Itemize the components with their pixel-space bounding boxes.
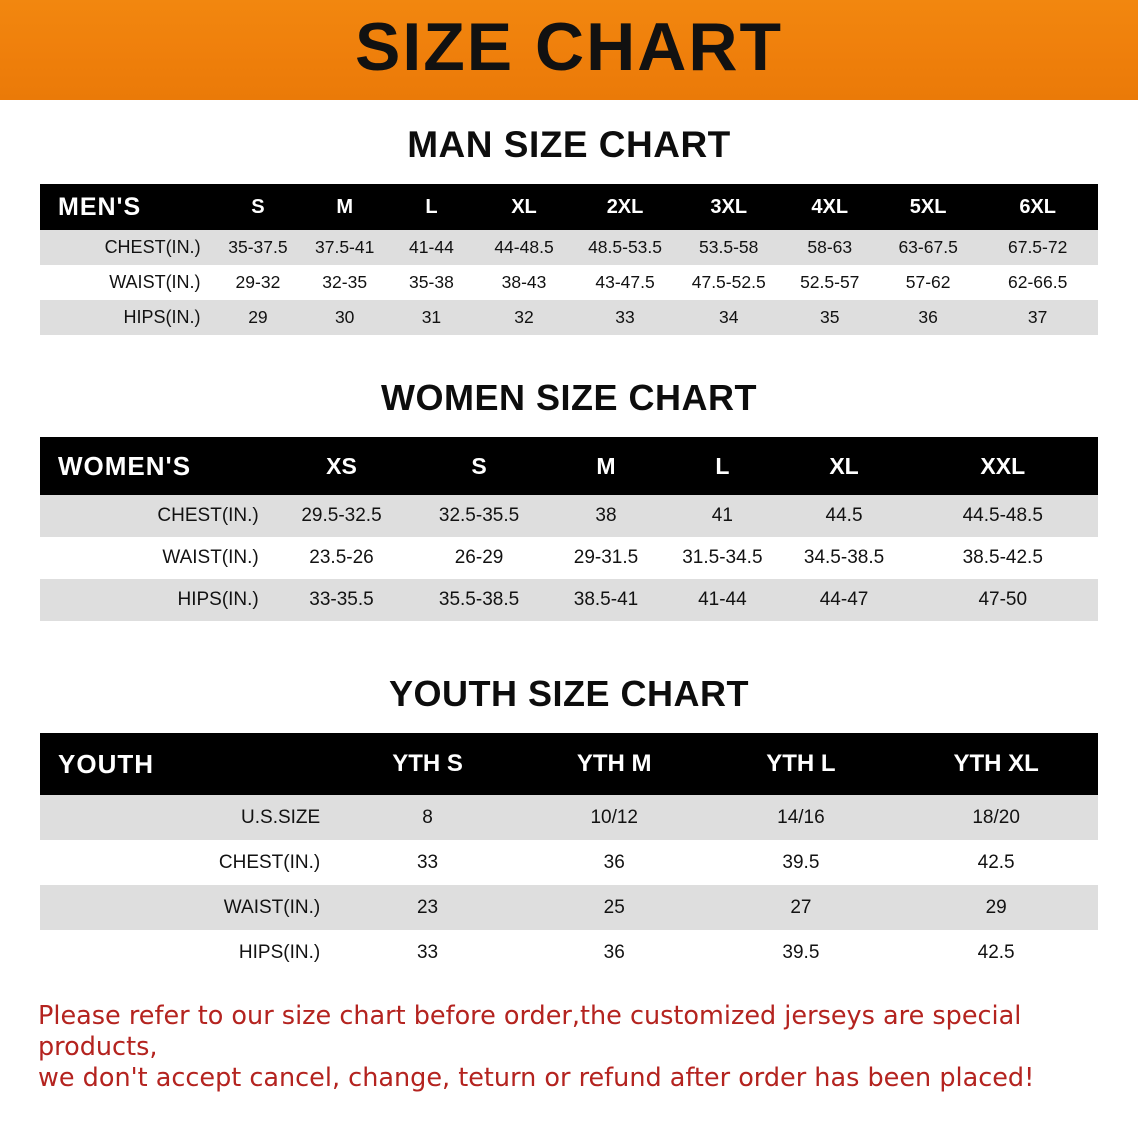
table-cell: 32 xyxy=(475,300,573,335)
table-cell: 25 xyxy=(521,885,708,930)
row-label: CHEST(IN.) xyxy=(40,840,334,885)
table-cell: 29 xyxy=(215,300,302,335)
table-cell: 53.5-58 xyxy=(677,230,781,265)
table-cell: 47.5-52.5 xyxy=(677,265,781,300)
table-row xyxy=(40,265,1098,300)
table-row xyxy=(40,495,1098,537)
table-cell: 44.5-48.5 xyxy=(908,495,1098,537)
table-cell: 52.5-57 xyxy=(781,265,879,300)
table-cell: 38 xyxy=(548,495,664,537)
table-cell: 63-67.5 xyxy=(879,230,977,265)
youth-size-table xyxy=(40,733,1098,975)
table-row xyxy=(40,885,1098,930)
row-label: CHEST(IN.) xyxy=(40,495,273,537)
table-cell: 10/12 xyxy=(521,795,708,840)
women-header-cell: L xyxy=(715,452,730,479)
table-cell: 44-48.5 xyxy=(475,230,573,265)
table-cell: 44-47 xyxy=(781,579,908,621)
page-title: SIZE CHART xyxy=(355,9,783,85)
table-cell: 37 xyxy=(977,300,1098,335)
youth-section-title: YOUTH SIZE CHART xyxy=(388,673,749,714)
men-header-cell: MEN'S xyxy=(58,192,142,221)
table-cell: 41-44 xyxy=(664,579,780,621)
table-cell: 38.5-41 xyxy=(548,579,664,621)
men-header-cell: XL xyxy=(511,195,537,218)
table-cell: 42.5 xyxy=(894,930,1098,975)
table-row xyxy=(40,930,1098,975)
table-cell: 36 xyxy=(879,300,977,335)
youth-header-cell: YTH XL xyxy=(953,750,1039,777)
youth-header-cell: YOUTH xyxy=(58,748,154,779)
table-cell: 33 xyxy=(334,840,521,885)
man-section-title: MAN SIZE CHART xyxy=(407,124,731,165)
table-cell: 32.5-35.5 xyxy=(410,495,548,537)
table-row xyxy=(40,537,1098,579)
table-cell: 39.5 xyxy=(708,930,895,975)
table-cell: 23.5-26 xyxy=(273,537,411,579)
row-label: WAIST(IN.) xyxy=(40,885,334,930)
table-cell: 38.5-42.5 xyxy=(908,537,1098,579)
table-cell: 29.5-32.5 xyxy=(273,495,411,537)
table-cell: 36 xyxy=(521,840,708,885)
table-header-row xyxy=(40,733,1098,795)
youth-header-cell: YTH M xyxy=(576,750,652,777)
row-label: U.S.SIZE xyxy=(40,795,334,840)
table-cell: 44.5 xyxy=(781,495,908,537)
men-header-cell: 5XL xyxy=(909,195,947,218)
table-cell: 31.5-34.5 xyxy=(664,537,780,579)
table-cell: 27 xyxy=(708,885,895,930)
table-row xyxy=(40,795,1098,840)
table-row xyxy=(40,300,1098,335)
table-row xyxy=(40,840,1098,885)
table-cell: 41 xyxy=(664,495,780,537)
women-header-cell: M xyxy=(596,452,616,479)
men-header-cell: 3XL xyxy=(710,195,748,218)
row-label: HIPS(IN.) xyxy=(40,930,334,975)
women-section-title: WOMEN SIZE CHART xyxy=(381,377,757,418)
table-cell: 57-62 xyxy=(879,265,977,300)
disclaimer-line-2: we don't accept cancel, change, teturn or refund after order has been placed! xyxy=(38,1063,1035,1094)
row-label: HIPS(IN.) xyxy=(40,579,273,621)
table-cell: 33 xyxy=(573,300,677,335)
women-header-cell: WOMEN'S xyxy=(58,450,192,481)
row-label: CHEST(IN.) xyxy=(40,230,215,265)
banner xyxy=(0,0,1138,100)
table-cell: 48.5-53.5 xyxy=(573,230,677,265)
table-cell: 67.5-72 xyxy=(977,230,1098,265)
table-cell: 35 xyxy=(781,300,879,335)
women-size-table xyxy=(40,437,1098,621)
table-cell: 35-38 xyxy=(388,265,475,300)
table-cell: 39.5 xyxy=(708,840,895,885)
table-cell: 23 xyxy=(334,885,521,930)
table-cell: 34.5-38.5 xyxy=(781,537,908,579)
table-cell: 29 xyxy=(894,885,1098,930)
table-cell: 29-32 xyxy=(215,265,302,300)
table-cell: 31 xyxy=(388,300,475,335)
table-row xyxy=(40,230,1098,265)
table-cell: 42.5 xyxy=(894,840,1098,885)
women-header-cell: S xyxy=(471,452,487,479)
table-cell: 47-50 xyxy=(908,579,1098,621)
disclaimer-line-1: Please refer to our size chart before order,the customized jerseys are special products, xyxy=(38,1001,1022,1063)
men-header-cell: M xyxy=(336,195,354,218)
table-cell: 35-37.5 xyxy=(215,230,302,265)
table-cell: 43-47.5 xyxy=(573,265,677,300)
youth-header-cell: YTH L xyxy=(766,750,836,777)
men-header-cell: S xyxy=(251,195,265,218)
men-header-cell: 4XL xyxy=(811,195,849,218)
men-header-cell: 2XL xyxy=(606,195,644,218)
table-cell: 26-29 xyxy=(410,537,548,579)
women-header-cell: XXL xyxy=(980,452,1026,479)
table-cell: 29-31.5 xyxy=(548,537,664,579)
table-cell: 33 xyxy=(334,930,521,975)
row-label: HIPS(IN.) xyxy=(40,300,215,335)
youth-header-cell: YTH S xyxy=(392,750,463,777)
row-label: WAIST(IN.) xyxy=(40,537,273,579)
youth-table-wrapper xyxy=(40,733,1098,975)
table-cell: 30 xyxy=(301,300,388,335)
table-cell: 36 xyxy=(521,930,708,975)
row-label: WAIST(IN.) xyxy=(40,265,215,300)
table-cell: 41-44 xyxy=(388,230,475,265)
women-table-wrapper xyxy=(40,437,1098,621)
table-cell: 58-63 xyxy=(781,230,879,265)
table-cell: 38-43 xyxy=(475,265,573,300)
men-header-cell: 6XL xyxy=(1019,195,1056,218)
table-cell: 34 xyxy=(677,300,781,335)
table-header-row xyxy=(40,184,1098,230)
table-cell: 8 xyxy=(334,795,521,840)
table-cell: 37.5-41 xyxy=(301,230,388,265)
table-header-row xyxy=(40,437,1098,495)
table-cell: 18/20 xyxy=(894,795,1098,840)
disclaimer-note xyxy=(38,1001,1100,1094)
table-cell: 32-35 xyxy=(301,265,388,300)
table-cell: 35.5-38.5 xyxy=(410,579,548,621)
table-row xyxy=(40,579,1098,621)
table-cell: 14/16 xyxy=(708,795,895,840)
table-cell: 33-35.5 xyxy=(273,579,411,621)
table-cell: 62-66.5 xyxy=(977,265,1098,300)
women-header-cell: XS xyxy=(326,452,357,479)
women-header-cell: XL xyxy=(829,452,859,479)
men-header-cell: L xyxy=(425,195,438,218)
man-table-wrapper xyxy=(40,184,1098,335)
men-size-table xyxy=(40,184,1098,335)
